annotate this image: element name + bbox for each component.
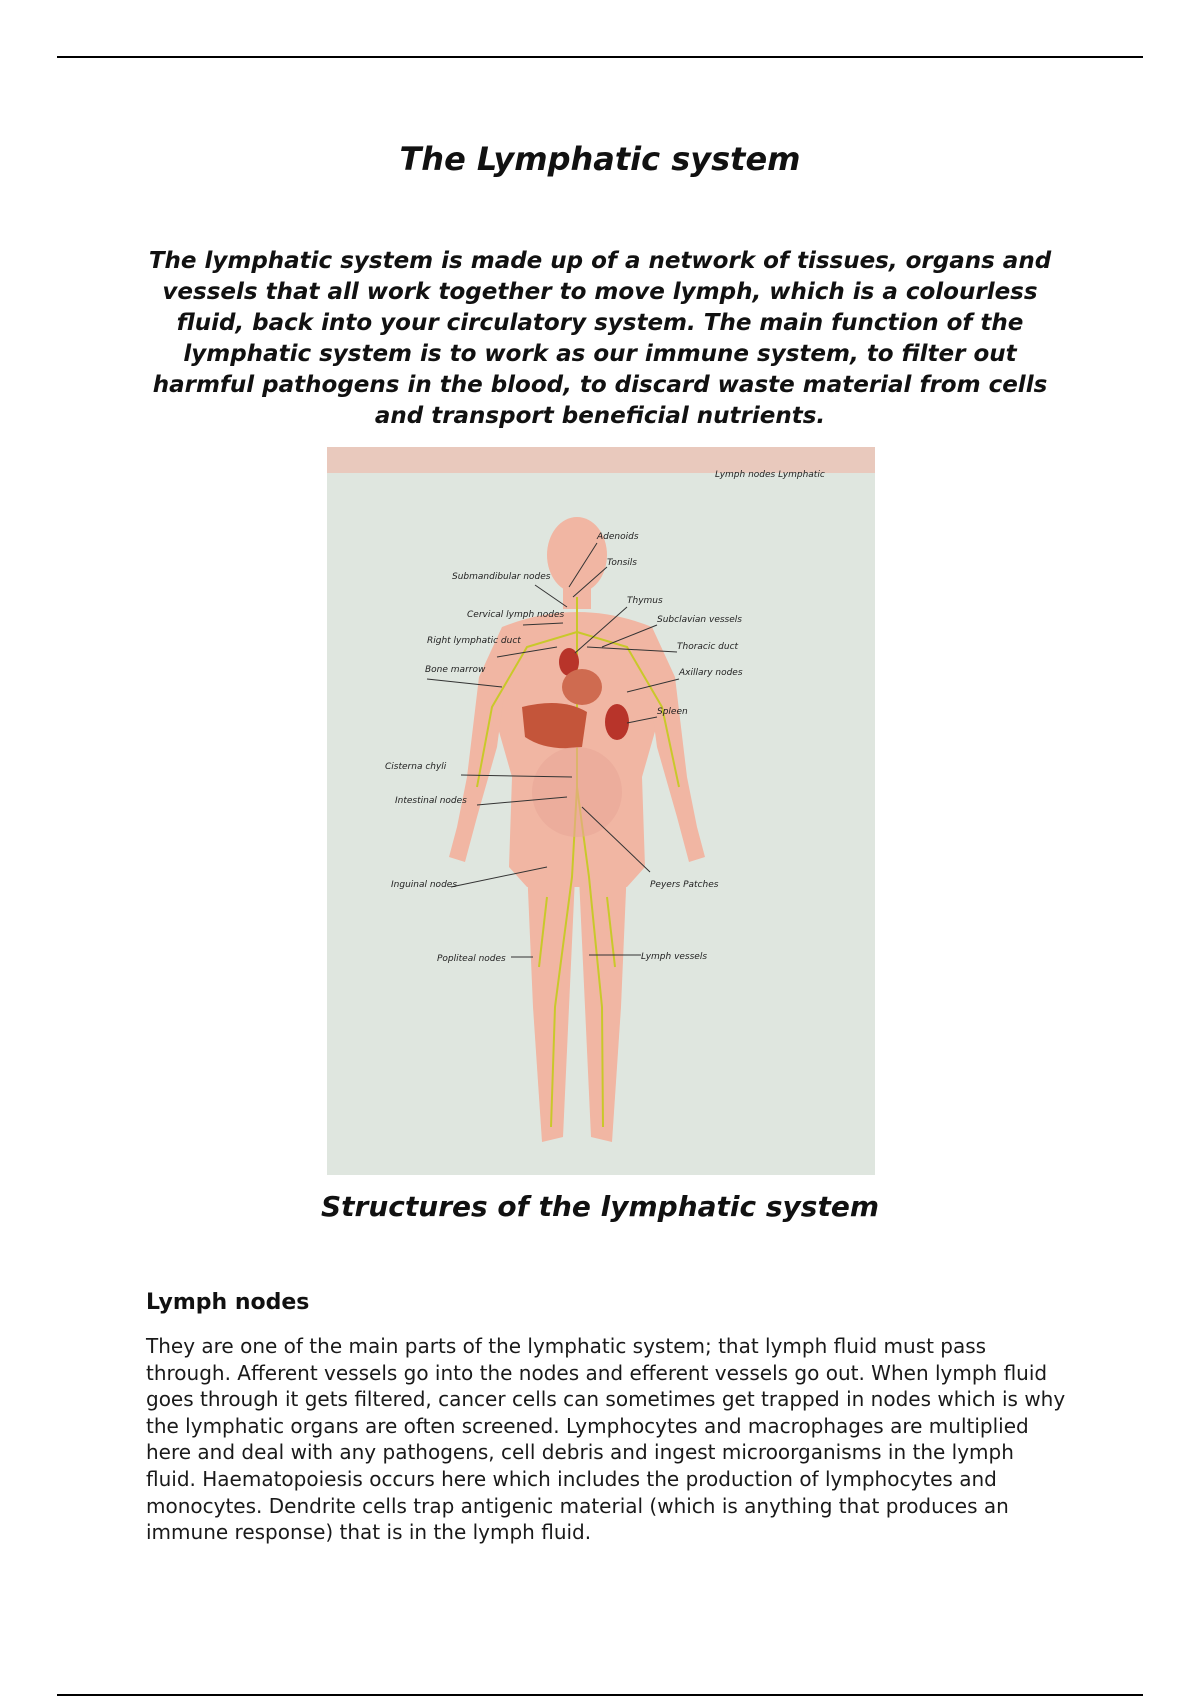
label-spleen: Spleen xyxy=(657,707,688,717)
label-thoracic: Thoracic duct xyxy=(677,642,739,652)
corner-label: Lymph nodes Lymphatic xyxy=(715,470,825,480)
label-lymph-vessels: Lymph vessels xyxy=(641,952,708,962)
bottom-rule xyxy=(57,1694,1143,1696)
figure-caption: Structures of the lymphatic system xyxy=(320,1190,879,1223)
label-popliteal: Popliteal nodes xyxy=(437,954,506,964)
label-axillary: Axillary nodes xyxy=(679,668,743,678)
label-tonsils: Tonsils xyxy=(607,558,637,568)
label-adenoids: Adenoids xyxy=(597,532,639,542)
label-thymus: Thymus xyxy=(627,596,663,606)
lymphatic-system-photo xyxy=(327,447,875,1175)
label-submandibular: Submandibular nodes xyxy=(452,572,551,582)
lymphatic-diagram xyxy=(327,447,875,1175)
section-body: They are one of the main parts of the lymphatic system; that lymph fluid must pass through. Afferent vessels go into the nodes and efferent vessels go out. When lymph fluid goes through it gets filtered, cancer cells can sometimes get trapped in nodes which is why the lymphatic organs are often screened. Lymphocytes and macrophages are multiplied here and deal with any pathogens, cell debris and ingest microorganisms in the lymph fluid. Haematopoiesis occurs here which includes the production of lymphocytes and monocytes. Dendrite cells trap antigenic material (which is anything that produces an immune response) that is in the lymph fluid. xyxy=(146,1334,1066,1545)
label-bone-marrow: Bone marrow xyxy=(425,665,486,675)
label-peyers: Peyers Patches xyxy=(650,880,719,890)
label-inguinal: Inguinal nodes xyxy=(391,880,458,890)
label-cisterna: Cisterna chyli xyxy=(385,762,447,772)
label-subclavian: Subclavian vessels xyxy=(657,615,742,625)
label-cervical: Cervical lymph nodes xyxy=(467,610,565,620)
top-rule xyxy=(57,56,1143,58)
label-right-duct: Right lymphatic duct xyxy=(427,636,521,646)
label-intestinal: Intestinal nodes xyxy=(395,796,467,806)
intro-paragraph: The lymphatic system is made up of a network of tissues, organs and vessels that all work together to move lymph, which is a colourless fluid, back into your circulatory system. The main function of the lymphatic system is to work as our immune system, to filter out harmful pathogens in the blood, to discard waste material from cells and transport beneficial nutrients. xyxy=(148,248,1052,429)
page-title: The Lymphatic system xyxy=(399,140,801,178)
section-heading: Lymph nodes xyxy=(146,1290,310,1315)
